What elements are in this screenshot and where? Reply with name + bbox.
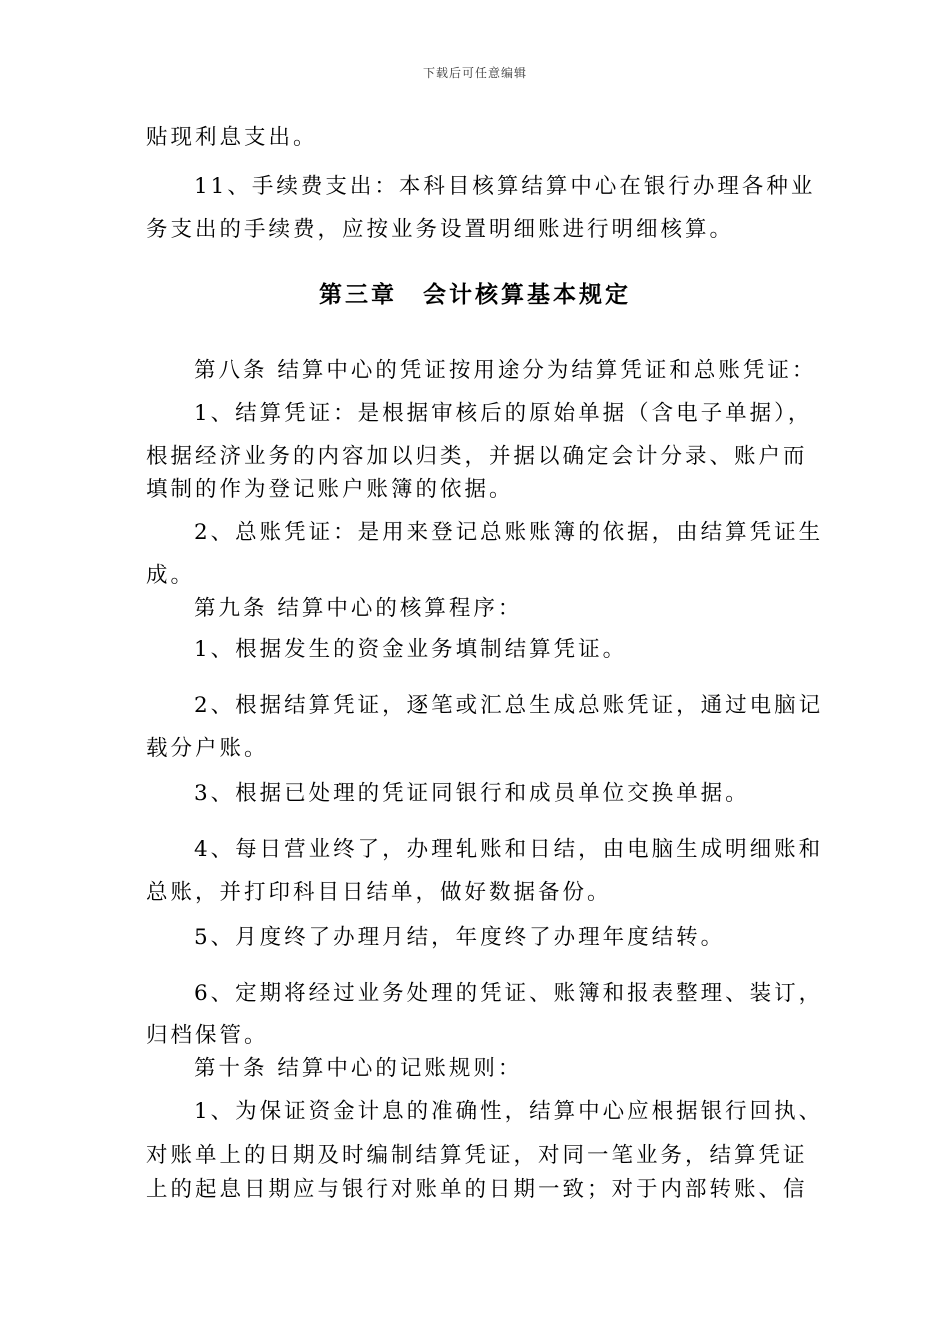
text-line: 第九条 结算中心的核算程序： [194,596,523,621]
text-line: 4、每日营业终了，办理轧账和日结，由电脑生成明细账和 [194,837,824,862]
chapter-heading: 第三章 会计核算基本规定 [319,282,631,308]
text-line: 第八条 结算中心的凭证按用途分为结算凭证和总账凭证： [194,358,817,383]
text-line: 2、根据结算凭证，逐笔或汇总生成总账凭证，通过电脑记 [194,693,824,718]
text-line: 11、手续费支出：本科目核算结算中心在银行办理各种业 [194,174,816,199]
text-line: 根据经济业务的内容加以归类，并据以确定会计分录、账户而 [146,444,808,469]
text-line: 1、为保证资金计息的准确性，结算中心应根据银行回执、 [194,1099,824,1124]
text-line: 6、定期将经过业务处理的凭证、账簿和报表整理、装订， [194,981,824,1006]
text-line: 总账，并打印科目日结单，做好数据备份。 [146,880,612,905]
text-line: 1、结算凭证：是根据审核后的原始单据（含电子单据）， [194,401,813,426]
text-line: 上的起息日期应与银行对账单的日期一致；对于内部转账、信 [146,1177,808,1202]
text-line: 载分户账。 [146,736,269,761]
text-line: 对账单上的日期及时编制结算凭证，对同一笔业务，结算凭证 [146,1143,808,1168]
text-line: 1、根据发生的资金业务填制结算凭证。 [194,637,628,662]
text-line: 填制的作为登记账户账簿的依据。 [146,477,514,502]
text-line: 归档保管。 [146,1023,269,1048]
text-line: 3、根据已处理的凭证同银行和成员单位交换单据。 [194,781,750,806]
text-line: 成。 [146,563,196,588]
text-line: 2、总账凭证：是用来登记总账账簿的依据，由结算凭证生 [194,520,824,545]
text-line: 第十条 结算中心的记账规则： [194,1056,523,1081]
page-header-note: 下载后可任意编辑 [422,66,527,80]
text-line: 5、月度终了办理月结，年度终了办理年度结转。 [194,925,726,950]
text-line: 务支出的手续费，应按业务设置明细账进行明细核算。 [146,217,735,242]
text-line: 贴现利息支出。 [146,125,318,150]
